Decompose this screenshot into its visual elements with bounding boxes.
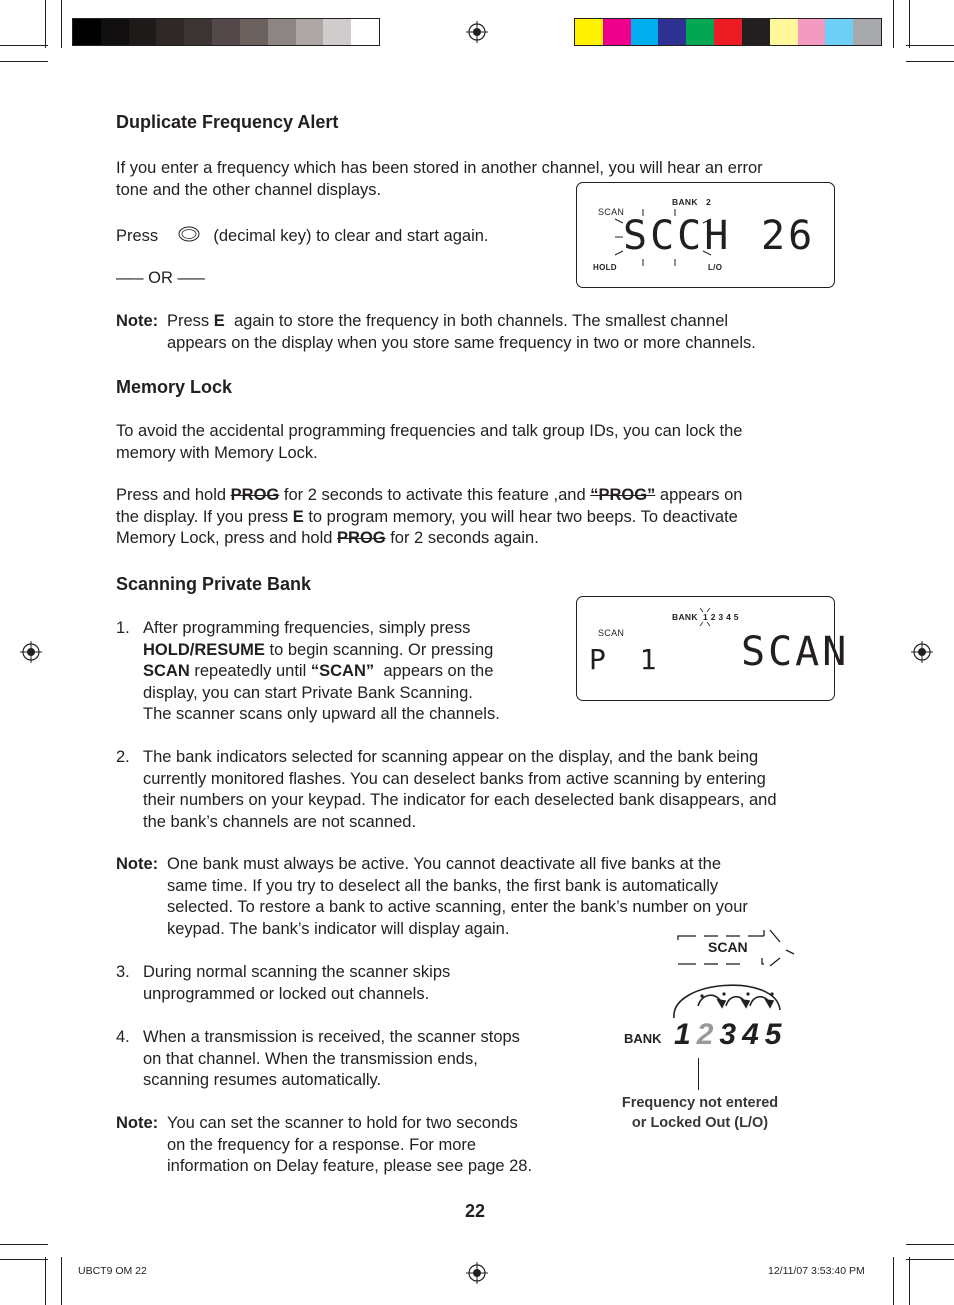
crop-mark-tl2-h <box>0 61 48 62</box>
lcd-bank-number: 2 <box>706 197 712 207</box>
text-line: display, you can start Private Bank Scanning. <box>143 683 473 702</box>
crop-mark-tl-v <box>45 0 46 48</box>
bank-digit: 3 <box>719 1018 743 1051</box>
text-line: unprogrammed or locked out channels. <box>143 984 430 1003</box>
lock-paragraph-2 <box>116 485 836 550</box>
color-swatch <box>770 19 798 45</box>
color-strip <box>574 18 882 46</box>
color-swatch <box>268 19 296 45</box>
heading-memory-lock: Memory Lock <box>116 377 233 397</box>
list-item-4 <box>116 1027 593 1092</box>
hold-resume-key: HOLD/RESUME <box>143 640 265 659</box>
color-swatch <box>658 19 686 45</box>
text-line <box>116 485 836 507</box>
text: to begin scanning. Or pressing <box>269 640 494 659</box>
text-line: on that channel. When the transmission ends, <box>143 1049 478 1068</box>
note-line: selected. To restore a bank to active scanning, enter the bank’s number on your <box>167 898 748 916</box>
crop-mark-br2-h <box>906 1259 954 1260</box>
bank-digit: 5 <box>764 1018 788 1051</box>
or-divider: ––– OR ––– <box>116 269 205 287</box>
note-line <box>116 1113 627 1135</box>
caption-line: or Locked Out (L/O) <box>631 1115 769 1131</box>
bank-digit: 1 <box>674 1018 697 1051</box>
bank-digit-unprogrammed: 2 <box>696 1018 720 1051</box>
color-swatch <box>714 19 742 45</box>
heading-duplicate-frequency-alert: Duplicate Frequency Alert <box>116 112 339 132</box>
color-swatch <box>603 19 631 45</box>
page-number: 22 <box>465 1201 486 1221</box>
decimal-key-icon <box>177 225 201 243</box>
diagram-scan-label: SCAN <box>708 939 748 955</box>
lcd-scan-text: SCAN <box>741 629 850 675</box>
text: appears on the <box>383 662 494 680</box>
bank-digit: 4 <box>742 1018 765 1051</box>
text: again to store the frequency in both channels. The smallest channel <box>233 312 729 330</box>
bank-digits <box>674 1018 787 1052</box>
note-line: information on Delay feature, please see page 28. <box>167 1157 533 1175</box>
text: for 2 seconds again. <box>390 529 539 547</box>
note-line: same time. If you try to deselect all the banks, the first bank is automatically <box>167 876 719 895</box>
text-line: the bank’s channels are not scanned. <box>143 812 417 831</box>
lcd-channel-number: 26 <box>761 213 816 259</box>
prog-quoted: “PROG” <box>590 486 656 504</box>
crop-mark-tr-v <box>909 0 910 48</box>
note-line <box>116 311 867 333</box>
lcd-display-duplicate <box>576 182 835 288</box>
text-line <box>116 747 863 769</box>
registration-mark-icon <box>466 21 488 43</box>
color-swatch <box>575 19 603 45</box>
text-line <box>143 640 573 662</box>
color-swatch <box>686 19 714 45</box>
note-label: Note: <box>116 1114 159 1132</box>
note-label: Note: <box>116 312 159 330</box>
lcd-display-scan <box>576 596 850 701</box>
caption-line: Frequency not entered <box>621 1095 779 1111</box>
lcd-bank-label: BANK <box>672 612 698 622</box>
lock-paragraph-1 <box>116 421 836 464</box>
note-label: Note: <box>116 855 159 873</box>
text: the display. If you press <box>116 507 289 526</box>
note-line: appears on the display when you store same frequency in two or more channels. <box>167 333 756 352</box>
text: Press and hold <box>116 486 227 504</box>
text-line <box>116 962 573 984</box>
crop-mark-br-v <box>909 1257 910 1305</box>
key-e: E <box>213 312 225 330</box>
list-number: 2. <box>116 748 130 766</box>
color-swatch <box>156 19 184 45</box>
note-line: keypad. The bank’s indicator will display again. <box>167 919 510 938</box>
registration-mark-icon <box>20 641 42 663</box>
color-swatch <box>631 19 659 45</box>
text: After programming frequencies, simply press <box>143 619 471 637</box>
registration-mark-icon <box>466 1262 488 1284</box>
text-line: memory with Memory Lock. <box>116 443 318 462</box>
text-line: To avoid the accidental programming frequencies and talk group IDs, you can lock the <box>116 422 743 440</box>
text: During normal scanning the scanner skips <box>143 963 451 981</box>
color-swatch <box>296 19 324 45</box>
text-line: If you enter a frequency which has been stored in another channel, you will hear an error <box>116 159 763 177</box>
lcd-scan-label: SCAN <box>598 207 625 217</box>
text-line <box>116 528 836 550</box>
color-swatch <box>184 19 212 45</box>
bank-scan-diagram <box>600 920 820 1140</box>
text-line: tone and the other channel displays. <box>116 180 382 199</box>
text: appears on <box>659 486 743 504</box>
crop-mark-tr2-v <box>893 0 894 48</box>
lcd-hold-label: HOLD <box>593 263 617 272</box>
text: to program memory, you will hear two beeps. To deactivate <box>308 507 738 526</box>
text: Press <box>167 312 210 330</box>
text-line: The scanner scans only upward all the channels. <box>143 705 500 723</box>
list-number: 4. <box>116 1028 130 1046</box>
text: Memory Lock, press and hold <box>116 529 333 547</box>
text: You can set the scanner to hold for two seconds <box>167 1114 518 1132</box>
color-swatch <box>129 19 157 45</box>
text-line <box>116 507 836 529</box>
note-line <box>116 854 867 876</box>
crop-mark-br2-v <box>893 1257 894 1305</box>
crop-mark-tr-h <box>906 45 954 46</box>
text-line: currently monitored flashes. You can deselect banks from active scanning by entering <box>143 769 766 788</box>
dup-note <box>116 311 867 354</box>
color-swatch <box>101 19 129 45</box>
text-line: scanning resumes automatically. <box>143 1071 382 1089</box>
text-press-after: (decimal key) to clear and start again. <box>213 227 489 245</box>
crop-mark-tl-h <box>0 45 48 46</box>
list-number: 1. <box>116 619 130 637</box>
color-swatch <box>798 19 826 45</box>
scan-key: SCAN <box>143 662 190 680</box>
color-swatch <box>240 19 268 45</box>
color-swatch <box>742 19 770 45</box>
prog-key: PROG <box>230 486 280 504</box>
grayscale-strip <box>72 18 380 46</box>
crop-mark-tl2-v <box>61 0 62 48</box>
color-swatch <box>73 19 101 45</box>
text: When a transmission is received, the scanner stops <box>143 1028 520 1046</box>
lcd-bank-numbers: 1 2 3 4 5 <box>703 612 739 622</box>
text-line <box>143 661 573 683</box>
scan-note-2 <box>116 1113 627 1178</box>
text: for 2 seconds to activate this feature ,and <box>283 486 586 504</box>
color-swatch <box>212 19 240 45</box>
crop-mark-bl2-v <box>61 1257 62 1305</box>
footer-right: 12/11/07 3:53:40 PM <box>768 1265 865 1277</box>
lcd-lo-label: L/O <box>708 263 723 272</box>
text-line <box>116 618 573 640</box>
text-press: Press <box>116 227 159 245</box>
text: One bank must always be active. You cannot deactivate all five banks at the <box>167 855 722 873</box>
text: The bank indicators selected for scanning appear on the display, and the bank being <box>143 748 759 766</box>
color-swatch <box>323 19 351 45</box>
heading-scanning-private-bank: Scanning Private Bank <box>116 574 312 594</box>
crop-mark-br-h <box>906 1244 954 1245</box>
color-swatch <box>853 19 881 45</box>
text-line <box>116 1027 593 1049</box>
note-line: on the frequency for a response. For more <box>167 1135 477 1154</box>
flash-rays-icon <box>697 606 713 628</box>
crop-mark-bl-v <box>45 1257 46 1305</box>
text-line: their numbers on your keypad. The indicator for each deselected bank disappears, and <box>143 791 777 809</box>
key-e: E <box>292 507 304 526</box>
crop-mark-bl-h <box>0 1244 48 1245</box>
registration-mark-icon <box>911 641 933 663</box>
lcd-channel-text: SCCH <box>623 213 732 259</box>
footer-left: UBCT9 OM 22 <box>78 1265 147 1277</box>
color-swatch <box>825 19 853 45</box>
color-swatch <box>351 19 379 45</box>
scan-quoted: “SCAN” <box>310 662 375 680</box>
text: repeatedly until <box>194 662 307 680</box>
pointer-line <box>698 1058 699 1090</box>
list-item-3 <box>116 962 573 1005</box>
crop-mark-tr2-h <box>906 61 954 62</box>
list-item-1 <box>116 618 573 726</box>
lcd-bank-label: BANK <box>672 197 698 207</box>
press-decimal-line <box>116 225 489 248</box>
list-number: 3. <box>116 963 130 981</box>
crop-mark-bl2-h <box>0 1259 48 1260</box>
lcd-scan-label: SCAN <box>598 628 625 638</box>
list-item-2 <box>116 747 863 833</box>
diagram-bank-label: BANK <box>624 1031 662 1046</box>
lcd-channel: P 1 <box>589 643 657 676</box>
prog-key: PROG <box>337 529 386 547</box>
diagram-caption <box>600 1093 800 1133</box>
